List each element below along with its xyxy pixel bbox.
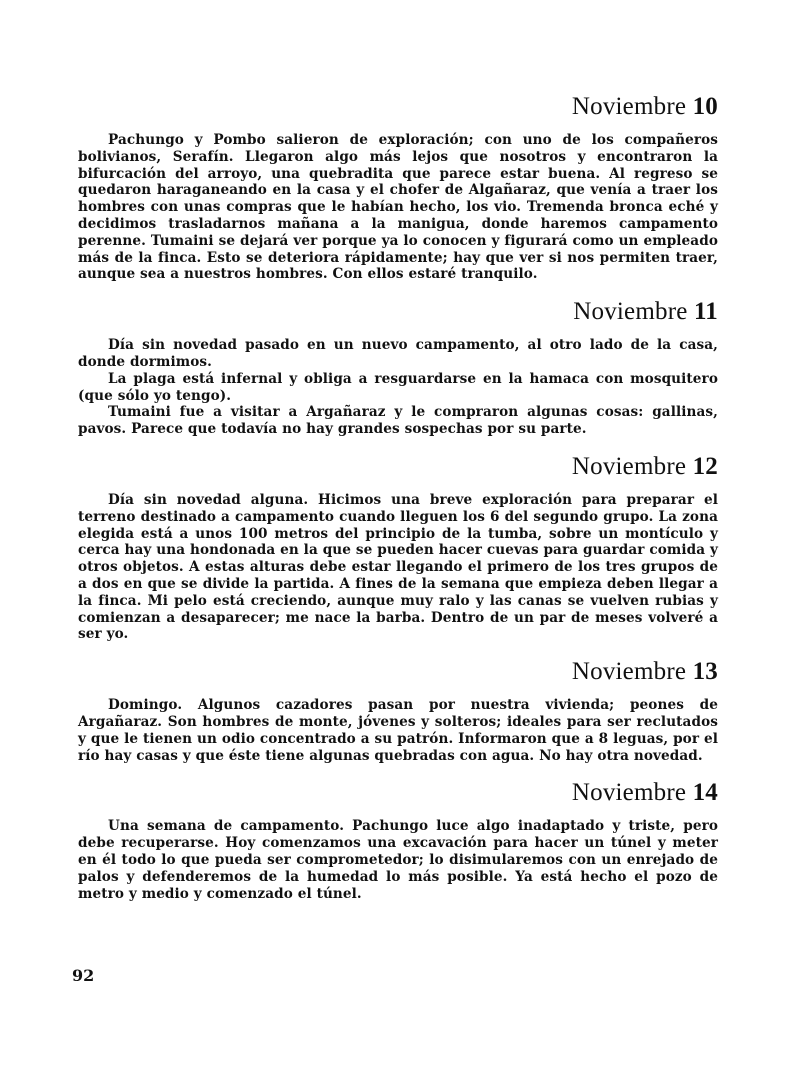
entry-paragraph: Día sin novedad alguna. Hicimos una breve exploración para preparar el terreno destinado a campamento cuando lleguen los 6 del segundo grupo. La zona elegida está a unos 100 metros del principio de la tumba, sobre un montículo y cerca hay una hondonada en la que se pueden hacer cuevas para guardar comida y otros objetos. A estas alturas debe estar llegando el primero de los tres grupos de a dos en que se divide la partida. A fines de la semana que empieza deben llegar a la finca. Mi pelo está creciendo, aunque muy ralo y las canas se vuelven rubias y comienzan a desaparecer; me nace la barba. Dentro de un par de meses volveré a ser yo. [78,491,718,643]
heading-word: Noviembre [571,658,687,686]
heading-word: Noviembre [571,779,687,807]
diary-entry-nov-14 [78,778,718,902]
entry-paragraph: Tumaini fue a visitar a Argañaraz y le compraron algunas cosas: gallinas, pavos. Parece que todavía no hay grandes sospechas por su parte. [78,404,718,438]
heading-day-number: 10 [692,93,718,120]
diary-entry-nov-12 [78,452,718,643]
entry-heading [78,92,718,122]
entry-paragraph: Pachungo y Pombo salieron de exploración; con uno de los compañeros bolivianos, Serafín. Llegaron algo más lejos que nosotros y encontraron la bifurcación del arroyo, una quebradita que parece estar buena. Al regreso se quedaron haraganeando en la casa y el chofer de Algañaraz, que venía a traer los hombres con unas compras que le habían hecho, los vio. Tremenda bronca eché y decidimos trasladarnos mañana a la manigua, donde haremos campamento perenne. Tumaini se dejará ver porque ya lo conocen y figurará como un empleado más de la finca. Esto se deteriora rápidamente; hay que ver si nos permiten traer, aunque sea a nuestros hombres. Con ellos estaré tranquilo. [78,132,718,283]
heading-day-number: 12 [692,452,718,480]
heading-word: Noviembre [571,452,687,480]
diary-entry-nov-13 [78,657,718,764]
entry-paragraph: Domingo. Algunos cazadores pasan por nuestra vivienda; peones de Argañaraz. Son hombres de monte, jóvenes y solteros; ideales para ser reclutados y que le tienen un odio concentrado a su patrón. Informaron que a 8 leguas, por el río hay casas y que éste tiene algunas quebradas con agua. No hay otra novedad. [78,697,718,764]
heading-day-number: 13 [692,658,718,686]
entry-paragraph: La plaga está infernal y obliga a resguardarse en la hamaca con mosquitero (que sólo yo tengo). [78,370,718,404]
page-number: 92 [72,966,95,985]
entry-heading [78,452,718,482]
page-body [78,92,718,902]
heading-day-number: 14 [692,779,718,807]
entry-heading [78,778,718,808]
diary-entry-nov-11 [78,297,718,438]
heading-day-number: 11 [693,298,718,326]
entry-paragraph: Día sin novedad pasado en un nuevo campamento, al otro lado de la casa, donde dormimos. [78,337,718,370]
entry-paragraph: Una semana de campamento. Pachungo luce algo inadaptado y triste, pero debe recuperarse. Hoy comenzamos una excavación para hacer un túnel y meter en él todo lo que pueda ser comprometedor; lo disimularemos con un enrejado de palos y defenderemos de la humedad lo más posible. Ya está hecho el pozo de metro y medio y comenzado el túnel. [78,818,718,902]
heading-word: Noviembre [573,298,688,326]
diary-entry-nov-10 [78,92,718,283]
entry-heading [78,657,718,687]
heading-word: Noviembre [571,93,687,120]
entry-heading [78,297,718,327]
